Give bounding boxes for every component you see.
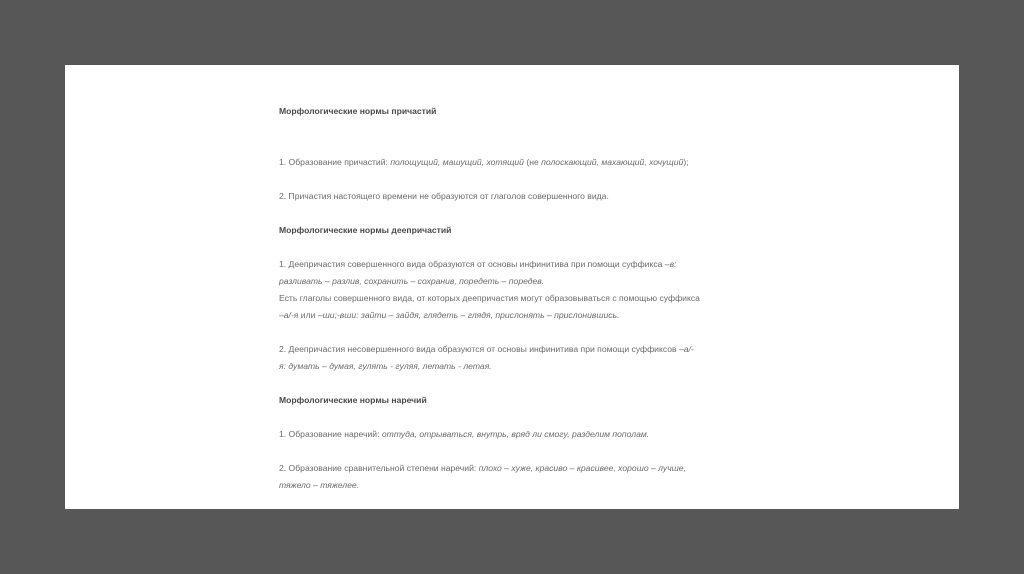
slide bbox=[65, 65, 959, 509]
text: ); bbox=[683, 157, 689, 167]
text: или bbox=[298, 310, 318, 320]
text-italic: думать – думая, гулять - гуляя, летать - летая. bbox=[288, 361, 492, 371]
text-italic: –а/-я bbox=[279, 310, 299, 320]
paragraph bbox=[279, 426, 749, 443]
text: Есть глаголы совершенного вида, от которых деепричастия могут образовываться с помощью суффикса bbox=[279, 293, 700, 303]
text: 2. Образование сравнительной степени наречий: bbox=[279, 463, 479, 473]
text: 1. Образование наречий: bbox=[279, 429, 382, 439]
text-italic: тяжело – тяжелее. bbox=[279, 480, 360, 490]
text: 1. Образование причастий: bbox=[279, 157, 391, 167]
text-italic: плохо – хуже, красиво – красивее, хорошо – лучше, bbox=[478, 463, 686, 473]
section-heading-adverbs: Морфологические нормы наречий bbox=[279, 395, 427, 405]
text-italic: полоскающий, махающий, хочущий bbox=[541, 157, 684, 167]
text-italic: оттуда, отрываться, внутрь, вряд ли смогу, разделим пополам. bbox=[381, 429, 650, 439]
text: 1. Деепричастия совершенного вида образуются от основы инфинитива при помощи суффикса bbox=[279, 259, 665, 269]
slide-content bbox=[279, 103, 749, 494]
text-italic: –ши;-вши: bbox=[317, 310, 359, 320]
text: 2. Деепричастия несовершенного вида образуются от основы инфинитива при помощи суффиксов bbox=[279, 344, 679, 354]
section-heading-gerunds: Морфологические нормы деепричастий bbox=[279, 225, 452, 235]
text: 2. Причастия настоящего времени не образуются от глаголов совершенного вида. bbox=[279, 191, 609, 201]
text-italic: я: bbox=[279, 361, 286, 371]
paragraph bbox=[279, 341, 749, 375]
paragraph bbox=[279, 460, 749, 494]
text-italic: полощущий, машущий, хотящий bbox=[390, 157, 524, 167]
text: (не bbox=[523, 157, 542, 167]
text-italic: –а/- bbox=[678, 344, 694, 354]
paragraph bbox=[279, 188, 749, 205]
text-italic: разливать – разлив, сохранить – сохранив, поредеть – поредев. bbox=[279, 276, 545, 286]
paragraph bbox=[279, 154, 749, 171]
paragraph bbox=[279, 256, 749, 324]
text-italic: –в: bbox=[664, 259, 677, 269]
text-italic: зайти – зайдя, глядеть – глядя, прислонять – прислонившись. bbox=[360, 310, 620, 320]
section-heading-participles: Морфологические нормы причастий bbox=[279, 106, 437, 116]
